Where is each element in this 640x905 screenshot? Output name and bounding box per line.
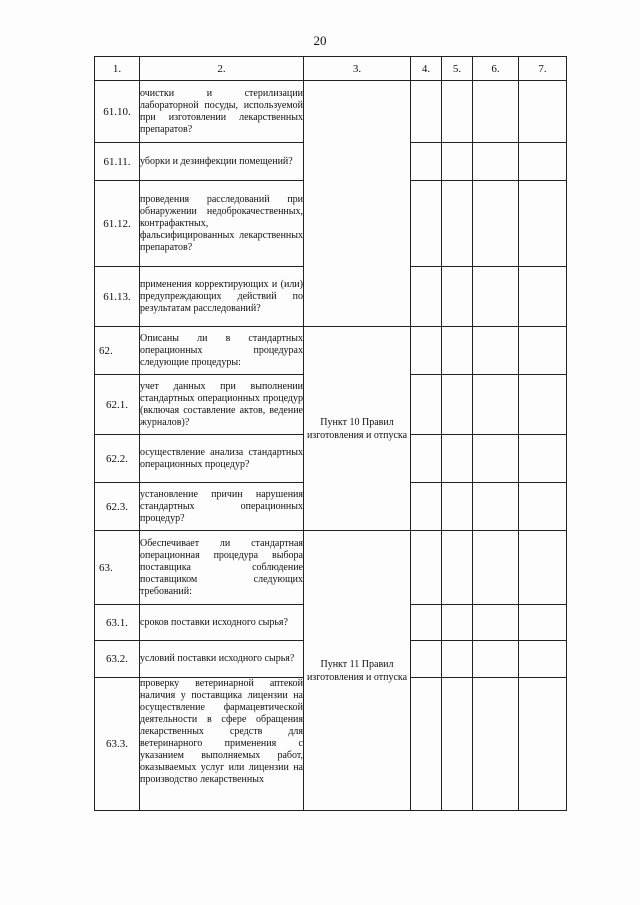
row-number: 63.2. (95, 641, 140, 678)
answer-cell[interactable] (473, 483, 519, 531)
answer-cell[interactable] (442, 678, 473, 811)
row-number: 61.13. (95, 267, 140, 327)
row-question: применения корректирующих и (или) предупреждающих действий по результатам расследований? (140, 267, 304, 327)
answer-cell[interactable] (411, 605, 442, 641)
header-col-6: 6. (473, 57, 519, 81)
row-number: 63.1. (95, 605, 140, 641)
answer-cell[interactable] (411, 327, 442, 375)
answer-cell[interactable] (519, 81, 567, 143)
row-number: 61.12. (95, 181, 140, 267)
answer-cell[interactable] (519, 641, 567, 678)
answer-cell[interactable] (473, 375, 519, 435)
reference-cell: Пункт 11 Правил изготовления и отпуска (304, 531, 411, 811)
answer-cell[interactable] (473, 181, 519, 267)
header-col-4: 4. (411, 57, 442, 81)
answer-cell[interactable] (411, 531, 442, 605)
answer-cell[interactable] (442, 81, 473, 143)
answer-cell[interactable] (411, 435, 442, 483)
row-number: 63.3. (95, 678, 140, 811)
answer-cell[interactable] (411, 641, 442, 678)
row-question: проверку ветеринарной аптекой наличия у поставщика лицензии на осуществление фармацевтической деятельности в сфере обращения лекарственных средств для ветеринарного применения с указанием выполняемых работ, оказываемых услуг или лицензии на производство лекарственных (140, 678, 304, 811)
answer-cell[interactable] (442, 483, 473, 531)
answer-cell[interactable] (411, 143, 442, 181)
answer-cell[interactable] (442, 181, 473, 267)
answer-cell[interactable] (519, 605, 567, 641)
row-question: учет данных при выполнении стандартных операционных процедур (включая составление актов, ведение журналов)? (140, 375, 304, 435)
answer-cell[interactable] (411, 81, 442, 143)
page-number: 20 (313, 33, 327, 48)
answer-cell[interactable] (442, 531, 473, 605)
answer-cell[interactable] (442, 605, 473, 641)
answer-cell[interactable] (473, 605, 519, 641)
header-col-1: 1. (95, 57, 140, 81)
checklist-table (94, 56, 567, 811)
answer-cell[interactable] (473, 327, 519, 375)
answer-cell[interactable] (442, 435, 473, 483)
row-question: Описаны ли в стандартных операционных процедурах следующие процедуры: (140, 327, 304, 375)
answer-cell[interactable] (473, 435, 519, 483)
answer-cell[interactable] (442, 327, 473, 375)
answer-cell[interactable] (473, 143, 519, 181)
row-question: условий поставки исходного сырья? (140, 641, 304, 678)
answer-cell[interactable] (519, 531, 567, 605)
row-number: 62.3. (95, 483, 140, 531)
answer-cell[interactable] (519, 143, 567, 181)
answer-cell[interactable] (519, 483, 567, 531)
row-question: очистки и стерилизации лабораторной посуды, используемой при изготовлении лекарственных препаратов? (140, 81, 304, 143)
row-number: 62.1. (95, 375, 140, 435)
answer-cell[interactable] (473, 81, 519, 143)
header-col-7: 7. (519, 57, 567, 81)
row-question: Обеспечивает ли стандартная операционная процедура выбора поставщика соблюдение поставщиком следующих требований: (140, 531, 304, 605)
reference-cell-empty (304, 81, 411, 327)
answer-cell[interactable] (473, 267, 519, 327)
header-row (95, 57, 567, 81)
answer-cell[interactable] (519, 678, 567, 811)
table-row (95, 327, 567, 375)
answer-cell[interactable] (519, 375, 567, 435)
answer-cell[interactable] (411, 267, 442, 327)
answer-cell[interactable] (442, 375, 473, 435)
answer-cell[interactable] (442, 143, 473, 181)
header-col-3: 3. (304, 57, 411, 81)
row-question: проведения расследований при обнаружении недоброкачественных, контрафактных, фальсифицированных лекарственных препаратов? (140, 181, 304, 267)
answer-cell[interactable] (473, 531, 519, 605)
row-number: 61.11. (95, 143, 140, 181)
table-row (95, 531, 567, 605)
row-number: 61.10. (95, 81, 140, 143)
row-question: сроков поставки исходного сырья? (140, 605, 304, 641)
answer-cell[interactable] (519, 435, 567, 483)
answer-cell[interactable] (519, 181, 567, 267)
reference-cell: Пункт 10 Правил изготовления и отпуска (304, 327, 411, 531)
row-question: установление причин нарушения стандартных операционных процедур? (140, 483, 304, 531)
header-col-5: 5. (442, 57, 473, 81)
answer-cell[interactable] (411, 181, 442, 267)
table-row (95, 81, 567, 143)
row-number: 62.2. (95, 435, 140, 483)
answer-cell[interactable] (442, 641, 473, 678)
answer-cell[interactable] (519, 327, 567, 375)
row-question: уборки и дезинфекции помещений? (140, 143, 304, 181)
answer-cell[interactable] (411, 678, 442, 811)
header-col-2: 2. (140, 57, 304, 81)
answer-cell[interactable] (473, 678, 519, 811)
row-question: осуществление анализа стандартных операционных процедур? (140, 435, 304, 483)
answer-cell[interactable] (411, 483, 442, 531)
row-number: 63. (95, 531, 140, 605)
answer-cell[interactable] (411, 375, 442, 435)
answer-cell[interactable] (519, 267, 567, 327)
row-number: 62. (95, 327, 140, 375)
answer-cell[interactable] (473, 641, 519, 678)
answer-cell[interactable] (442, 267, 473, 327)
